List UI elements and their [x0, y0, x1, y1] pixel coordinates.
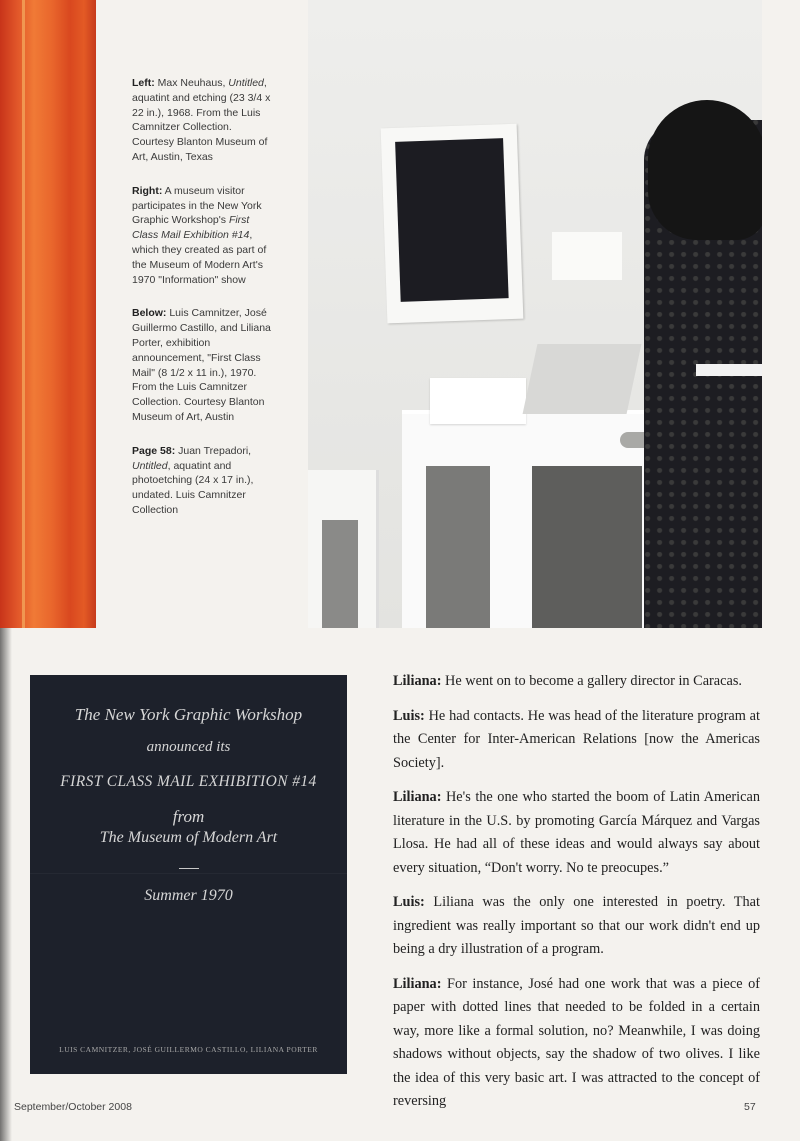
caption-text: , aquatint and photoetching (24 x 17 in.), undated. Luis Camnitzer Collection — [132, 459, 254, 516]
caption-text: Max Neuhaus, — [154, 77, 229, 89]
small-poster-image — [395, 138, 509, 302]
caption-label: Left: — [132, 77, 155, 89]
caption-text: Juan Trepadori, — [175, 444, 252, 457]
wall-label — [552, 232, 622, 280]
speaker-name: Luis: — [393, 894, 425, 910]
caption-column — [132, 76, 272, 537]
caption-title: First Class Mail Exhibition #14 — [132, 214, 250, 242]
paragraph-text: He had contacts. He was head of the literature program at the Center for Inter-American Relations [now the Americas Society]. — [393, 707, 760, 771]
interview-text — [393, 670, 760, 1125]
issue-date: September/October 2008 — [14, 1101, 132, 1113]
poster-line: Summer 1970 — [144, 887, 233, 904]
paragraph-text: For instance, José had one work that was a piece of paper with dotted lines that needed to be folded in a certain way, more like a formal solution, no? Meanwhile, I was doing shadows without objects, say the shadow of two olives. I like the idea of this very basic art. I was attracted to the concept of reversing — [393, 975, 760, 1109]
letter-tray — [523, 344, 642, 414]
caption-title: Untitled — [132, 459, 168, 472]
caption-page58 — [132, 444, 272, 518]
poster-line: The Museum of Modern Art — [99, 829, 278, 846]
poster-line: FIRST CLASS MAIL EXHIBITION #14 — [60, 773, 317, 790]
visitor-belt — [696, 364, 762, 376]
poster-artists: LUIS CAMNITZER, JOSÉ GUILLERMO CASTILLO, LILIANA PORTER — [59, 1045, 318, 1054]
speaker-name: Liliana: — [393, 673, 442, 689]
poster-line: from — [172, 807, 205, 826]
paragraph-text: He went on to become a gallery director in Caracas. — [441, 673, 742, 689]
caption-right — [132, 184, 272, 288]
caption-title: Untitled — [228, 77, 264, 89]
painting-image-neuhaus — [0, 0, 96, 628]
interview-paragraph — [393, 891, 760, 962]
poster-line: announced its — [146, 739, 231, 755]
poster-fold — [30, 873, 347, 874]
interview-paragraph — [393, 670, 760, 694]
poster-divider — [179, 868, 199, 869]
paragraph-text: Liliana was the only one interested in poetry. That ingredient was really important so that our work didn't end up being a dry illustration of a program. — [393, 894, 760, 957]
interview-paragraph — [393, 973, 760, 1114]
visitor-hair — [648, 100, 762, 240]
speaker-name: Liliana: — [393, 789, 442, 805]
interview-paragraph — [393, 786, 760, 880]
caption-label: Below: — [132, 307, 167, 320]
caption-label: Page 58: — [132, 444, 176, 457]
caption-text: , which they created as part of the Museum of Modern Art's 1970 "Information" show — [132, 229, 267, 286]
museum-visitor-photo — [308, 0, 762, 628]
poster-line: The New York Graphic Workshop — [74, 705, 303, 724]
caption-label: Right: — [132, 184, 163, 197]
interview-paragraph — [393, 705, 760, 776]
speaker-name: Luis: — [393, 707, 425, 724]
paragraph-text: He's the one who started the boom of Latin American literature in the U.S. by promoting García Márquez and Vargas Llosa. He had all of these ideas and would always say about every situation, “Don't worry. No te preocupes.” — [393, 789, 760, 876]
page-number: 57 — [744, 1101, 756, 1113]
caption-text: , aquatint and etching (23 3/4 x 22 in.), 1968. From the Luis Camnitzer Collection. Courtesy Blanton Museum of Art, Austin, Texas — [132, 77, 271, 163]
caption-text: Luis Camnitzer, José Guillermo Castillo, and Liliana Porter, exhibition announcement, "First Class Mail" (8 1/2 x 11 in.), 1970. From the Luis Camnitzer Collection. Courtesy Blanton Museum of Art, Austin — [132, 307, 271, 423]
exhibition-announcement-poster — [30, 675, 347, 1074]
side-table — [308, 470, 379, 628]
speaker-name: Liliana: — [393, 975, 442, 992]
caption-text: A museum visitor participates in the New York Graphic Workshop's — [132, 184, 262, 227]
caption-left — [132, 76, 272, 165]
mail-box — [430, 378, 526, 424]
exhibition-poster-board — [381, 124, 524, 324]
caption-below — [132, 306, 272, 424]
